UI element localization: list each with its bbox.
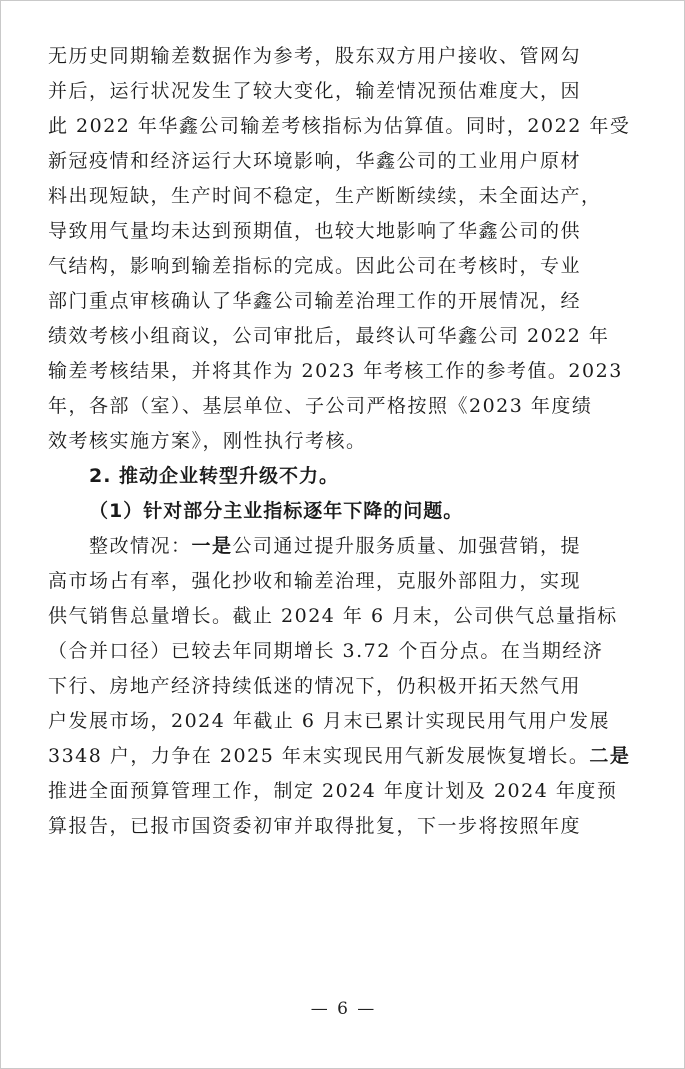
rectification-label: 整改情况： — [89, 535, 192, 557]
paragraph-line: 推进全面预算管理工作，制定 2024 年度计划及 2024 年度预 — [48, 780, 618, 802]
paragraph-line: 绩效考核小组商议，公司审批后，最终认可华鑫公司 2022 年 — [48, 325, 610, 347]
paragraph-line: 下行、房地产经济持续低迷的情况下，仍积极开拓天然气用 — [48, 675, 582, 697]
paragraph-line: 高市场占有率，强化抄收和输差治理，克服外部阻力，实现 — [48, 570, 582, 592]
paragraph-line: 气结构，影响到输差指标的完成。因此公司在考核时，专业 — [48, 255, 582, 277]
rectification-text: 公司通过提升服务质量、加强营销，提 — [232, 535, 582, 557]
paragraph-line: 输差考核结果，并将其作为 2023 年考核工作的参考值。2023 — [48, 360, 623, 382]
paragraph-line — [48, 739, 630, 773]
rectification-line — [89, 529, 581, 563]
paragraph-text: 3348 户，力争在 2025 年末实现民用气新发展恢复增长。 — [48, 745, 590, 767]
paragraph-line: 并后，运行状况发生了较大变化，输差情况预估难度大，因 — [48, 80, 582, 102]
paragraph-line: 导致用气量均未达到预期值，也较大地影响了华鑫公司的供 — [48, 220, 582, 242]
paragraph-line: 此 2022 年华鑫公司输差考核指标为估算值。同时，2022 年受 — [48, 115, 631, 137]
paragraph-line: 效考核实施方案》，刚性执行考核。 — [48, 430, 367, 452]
subsection-heading: （1）针对部分主业指标逐年下降的问题。 — [89, 500, 464, 522]
second-point-marker: 二是 — [589, 745, 631, 767]
paragraph-line: 算报告，已报市国资委初审并取得批复，下一步将按照年度 — [48, 815, 582, 837]
page-number: — 6 — — [310, 999, 377, 1019]
paragraph-line: 新冠疫情和经济运行大环境影响，华鑫公司的工业用户原材 — [48, 150, 582, 172]
paragraph-line: 无历史同期输差数据作为参考，股东双方用户接收、管网勾 — [48, 45, 582, 67]
paragraph-line: 年，各部（室）、基层单位、子公司严格按照《2023 年度绩 — [48, 395, 593, 417]
section-heading: 2. 推动企业转型升级不力。 — [89, 465, 340, 487]
paragraph-line: 部门重点审核确认了华鑫公司输差治理工作的开展情况，经 — [48, 290, 582, 312]
paragraph-line: 户发展市场，2024 年截止 6 月末已累计实现民用气用户发展 — [48, 710, 611, 732]
paragraph-line: 料出现短缺，生产时间不稳定，生产断断续续，未全面达产， — [48, 185, 602, 207]
paragraph-line: （合并口径）已较去年同期增长 3.72 个百分点。在当期经济 — [48, 640, 604, 662]
first-point-marker: 一是 — [191, 535, 233, 557]
paragraph-line: 供气销售总量增长。截止 2024 年 6 月末，公司供气总量指标 — [48, 605, 618, 627]
